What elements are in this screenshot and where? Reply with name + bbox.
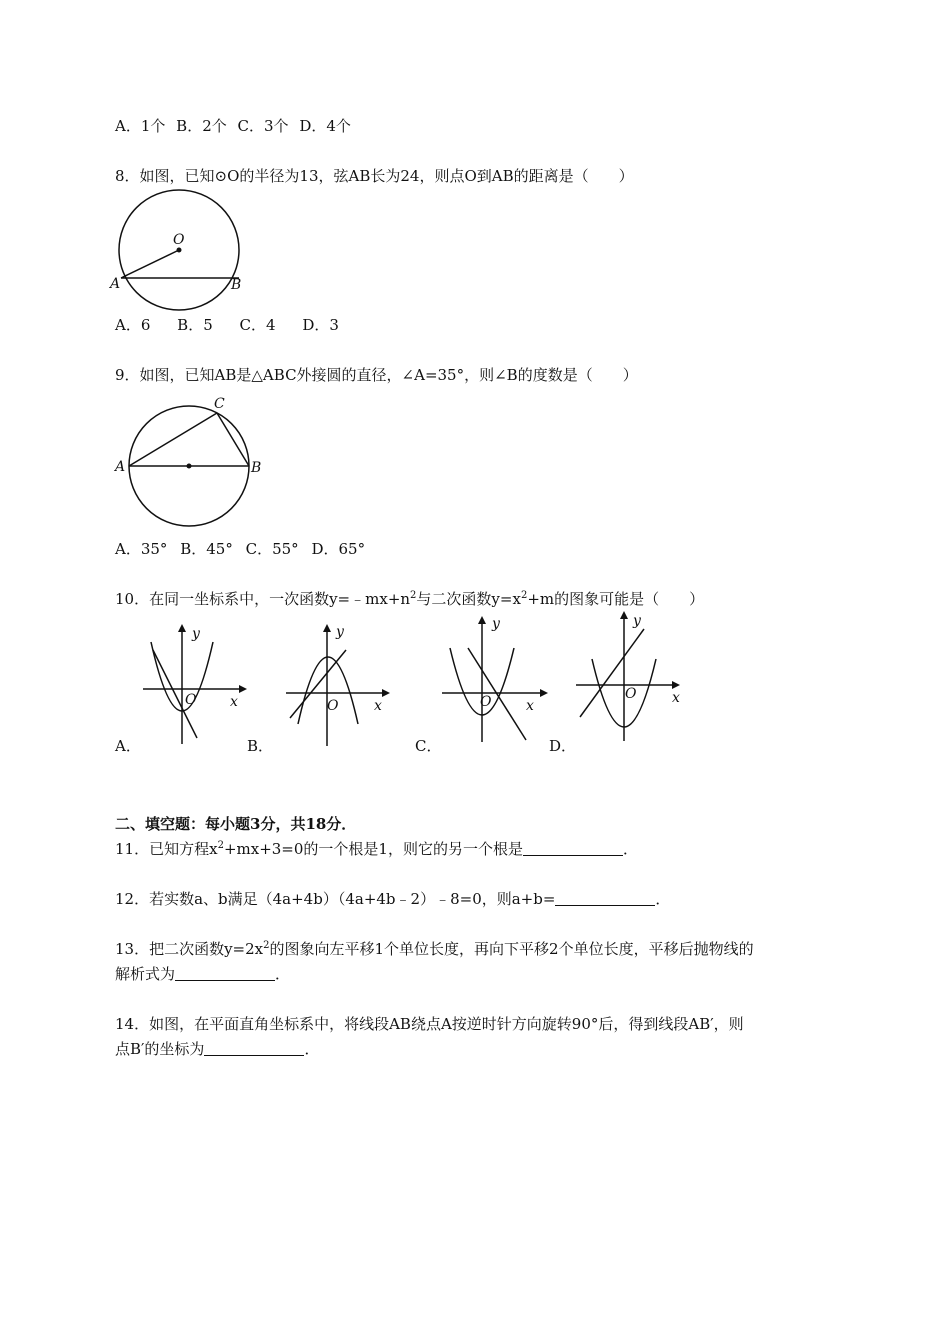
q10-stem-post: +m的图象可能是（ ）	[527, 590, 705, 608]
q10-c-line	[468, 648, 526, 740]
q8-stem: 8．如图，已知⊙O的半径为13，弦AB长为24，则点O到AB的距离是（ ）	[115, 167, 634, 185]
q11	[115, 839, 638, 859]
q14-line2-text: 点B′的坐标为	[115, 1040, 205, 1058]
q13-line2	[115, 964, 290, 984]
q10-option-c: C．	[415, 737, 442, 755]
q8-center-dot	[177, 248, 182, 253]
q11-end: ．	[622, 840, 638, 858]
q8-label-a: A	[110, 276, 121, 292]
q10-c-x-arrow	[540, 689, 548, 697]
q12-text: 12．若实数a、b满足（4a+4b）（4a+4b﹣2）﹣8=0，则a+b=	[115, 890, 556, 908]
q10-c-x-label: x	[526, 698, 534, 714]
q10-option-a: A．	[115, 737, 141, 755]
q7-options	[115, 116, 351, 136]
q14-line2	[115, 1039, 319, 1059]
q10-d-line	[580, 629, 644, 717]
q10-b-y-arrow	[323, 624, 331, 632]
q9-circle-figure	[110, 392, 270, 542]
q8-circle-figure	[105, 200, 255, 300]
q10-a-origin-label: O	[185, 692, 197, 708]
q9-side-ac	[129, 413, 217, 466]
q10-graph-c	[438, 612, 558, 747]
q10-d-y-label: y	[633, 613, 641, 629]
q11-pre: 11．已知方程x	[115, 840, 218, 858]
q13-answer-blank	[175, 966, 275, 981]
q10-b-origin-label: O	[327, 698, 339, 714]
q12	[115, 889, 670, 909]
q13-sup: 2	[263, 940, 270, 951]
q8-options	[115, 315, 339, 335]
q10-stem-mid: 与二次函数y=x	[416, 590, 521, 608]
q14-line1: 14．如图，在平面直角坐标系中，将线段AB绕点A按逆时针方向旋转90°后，得到线段AB′，则	[115, 1015, 744, 1033]
q11-sup: 2	[217, 840, 224, 851]
q9-label-a: A	[115, 459, 126, 475]
section2-title: 二、填空题：每小题3分，共18分．	[115, 815, 357, 833]
q10-a-x-label: x	[230, 694, 238, 710]
q7-option-d: D．4个	[299, 117, 351, 135]
q10-d-origin-label: O	[625, 686, 637, 702]
q10-c-y-arrow	[478, 616, 486, 624]
q10-graph-d	[572, 605, 692, 745]
q10-option-b: B．	[247, 737, 274, 755]
q9-option-c: C．55°	[245, 540, 299, 558]
q13-line1	[115, 939, 754, 959]
q9-option-a: A．35°	[115, 540, 168, 558]
q8-label-o: O	[173, 232, 185, 248]
q13-end: ．	[275, 965, 291, 983]
q10-d-y-arrow	[620, 611, 628, 619]
q10-a-y-arrow	[178, 624, 186, 632]
q10-a-y-label: y	[192, 626, 200, 642]
q10-stem-sup1: 2	[410, 590, 417, 601]
q7-option-c: C．3个	[237, 117, 289, 135]
q10-stem-sup2: 2	[520, 590, 528, 601]
q9-center-dot	[187, 464, 192, 469]
q9-option-b: B．45°	[180, 540, 233, 558]
q14-answer-blank	[204, 1041, 304, 1056]
q11-answer-blank	[523, 841, 623, 856]
q8-option-b: B．5	[177, 316, 213, 334]
q8-option-d: D．3	[302, 316, 339, 334]
q10-d-x-label: x	[672, 690, 680, 706]
q8-radius-oa	[121, 250, 179, 278]
q9-option-d: D．65°	[311, 540, 366, 558]
q13-line2-text: 解析式为	[115, 965, 176, 983]
q7-option-b: B．2个	[176, 117, 227, 135]
q8-option-c: C．4	[239, 316, 276, 334]
q12-answer-blank	[555, 891, 655, 906]
q10-c-origin-label: O	[480, 694, 492, 710]
q14-end: ．	[304, 1040, 320, 1058]
q10-option-d: D．	[549, 737, 577, 755]
q8-label-b: B	[231, 277, 242, 293]
q11-post: +mx+3=0的一个根是1，则它的另一个根是	[223, 840, 523, 858]
q10-stem-pre: 10．在同一坐标系中，一次函数y=﹣mx+n	[115, 590, 411, 608]
q10-d-x-arrow	[672, 681, 680, 689]
q12-end: ．	[655, 890, 671, 908]
q10-b-y-label: y	[336, 624, 344, 640]
q7-option-a: A．1个	[115, 117, 166, 135]
q9-label-b: B	[251, 460, 262, 476]
q8-option-a: A．6	[115, 316, 151, 334]
q9-stem: 9．如图，已知AB是△ABC外接圆的直径，∠A=35°，则∠B的度数是（ ）	[115, 366, 638, 384]
q9-label-c: C	[214, 396, 225, 412]
q10-graph-a	[135, 620, 255, 750]
q10-b-x-arrow	[382, 689, 390, 697]
q10-c-y-label: y	[492, 616, 500, 632]
q9-side-cb	[217, 413, 249, 466]
q10-graph-b	[280, 620, 400, 750]
q9-options	[115, 539, 365, 559]
q13-pre: 13．把二次函数y=2x	[115, 940, 264, 958]
q10-b-x-label: x	[374, 698, 382, 714]
q10-a-x-arrow	[239, 685, 247, 693]
q13-post: 的图象向左平移1个单位长度，再向下平移2个单位长度，平移后抛物线的	[269, 940, 754, 958]
